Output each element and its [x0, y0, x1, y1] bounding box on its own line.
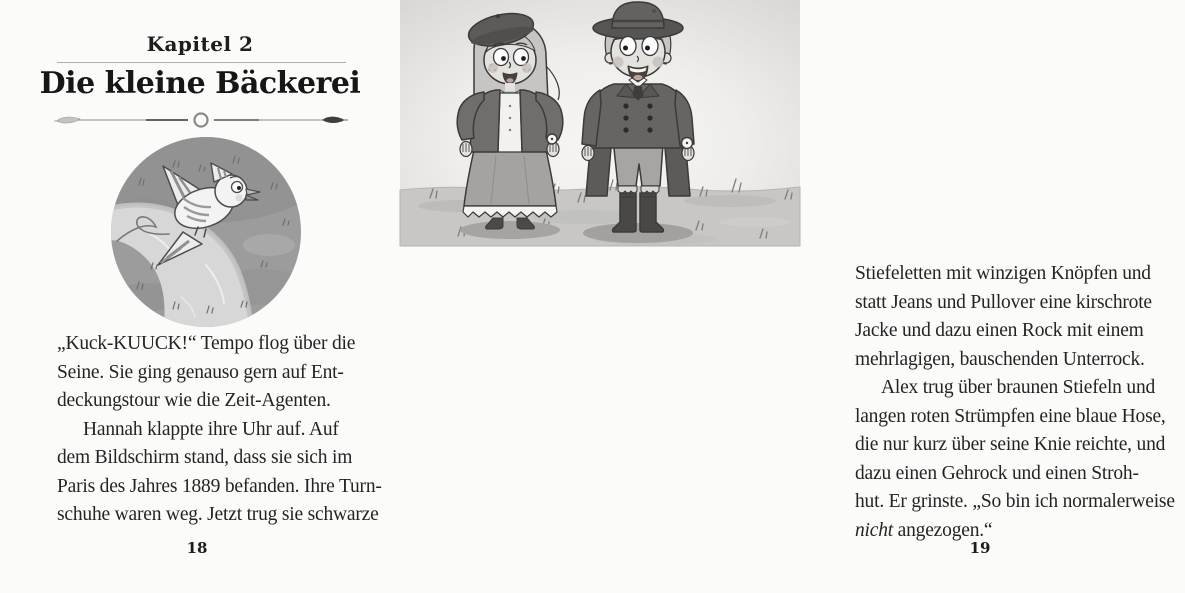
- text-line: Paris des Jahres 1889 befanden. Ihre Turn-: [57, 475, 382, 497]
- children-illustration: [400, 0, 800, 246]
- page-number-left: 18: [186, 539, 208, 557]
- girl-skirt: [464, 150, 556, 206]
- right-page-text: [855, 260, 1185, 545]
- text-line: deckungstour wie die Zeit-Agenten.: [57, 390, 331, 411]
- text-line: statt Jeans und Pullover eine kirschrote: [855, 291, 1152, 313]
- boy-hand: [582, 146, 594, 161]
- girl-shadow: [460, 221, 560, 239]
- girl-blouse: [498, 93, 522, 152]
- text-line: Stiefeletten mit winzigen Knöpfen und: [855, 263, 1151, 284]
- text-line: Alex trug über braunen Stiefeln und: [881, 377, 1156, 398]
- divider-left-leaf: [56, 117, 80, 123]
- text-line: die nur kurz über seine Knie reichte, und: [855, 434, 1166, 455]
- text-line: mehrlagigen, bauschenden Unterrock.: [855, 348, 1145, 370]
- text-line: hut. Er grinste. „So bin ich normalerweise: [855, 491, 1175, 512]
- text-line-with-italic: [855, 517, 1185, 546]
- boy-eye: [642, 37, 658, 56]
- ornament-divider: [54, 111, 348, 129]
- line-rest: angezogen.“: [893, 519, 993, 541]
- boy-eye: [620, 37, 636, 56]
- text-line: dem Bildschirm stand, dass sie sich im: [57, 447, 353, 468]
- right-page: [400, 0, 1175, 593]
- left-page: [0, 0, 400, 593]
- girl-hand: [460, 142, 472, 157]
- boy-shadow: [583, 223, 693, 243]
- girl-eye: [514, 49, 529, 66]
- text-line: dazu einen Gehrock und einen Stroh-: [855, 462, 1139, 484]
- chapter-title: Die kleine Bäckerei: [39, 66, 361, 101]
- divider-right-leaf: [322, 117, 345, 123]
- text-line: Hannah klappte ihre Uhr auf. Auf: [83, 418, 339, 440]
- bird-illustration: [111, 137, 301, 327]
- chapter-label: Kapitel 2: [146, 32, 254, 56]
- divider-center-circle: [195, 114, 208, 127]
- page-number-right: 19: [969, 539, 991, 557]
- chapter-underline-rule: [57, 62, 346, 63]
- boy-hat-crown: [612, 2, 664, 28]
- left-page-text: [57, 330, 382, 530]
- bird-eye: [232, 182, 243, 193]
- text-line: „Kuck-KUUCK!“ Tempo flog über die: [57, 333, 356, 354]
- text-line: schuhe waren weg. Jetzt trug sie schwarze: [57, 504, 379, 525]
- italic-word: nicht: [855, 519, 893, 541]
- text-line: langen roten Strümpfen eine blaue Hose,: [855, 405, 1166, 427]
- text-line: Seine. Sie ging genauso gern auf Ent-: [57, 361, 344, 383]
- text-line: Jacke und dazu einen Rock mit einem: [855, 320, 1144, 341]
- girl-eye: [494, 49, 509, 66]
